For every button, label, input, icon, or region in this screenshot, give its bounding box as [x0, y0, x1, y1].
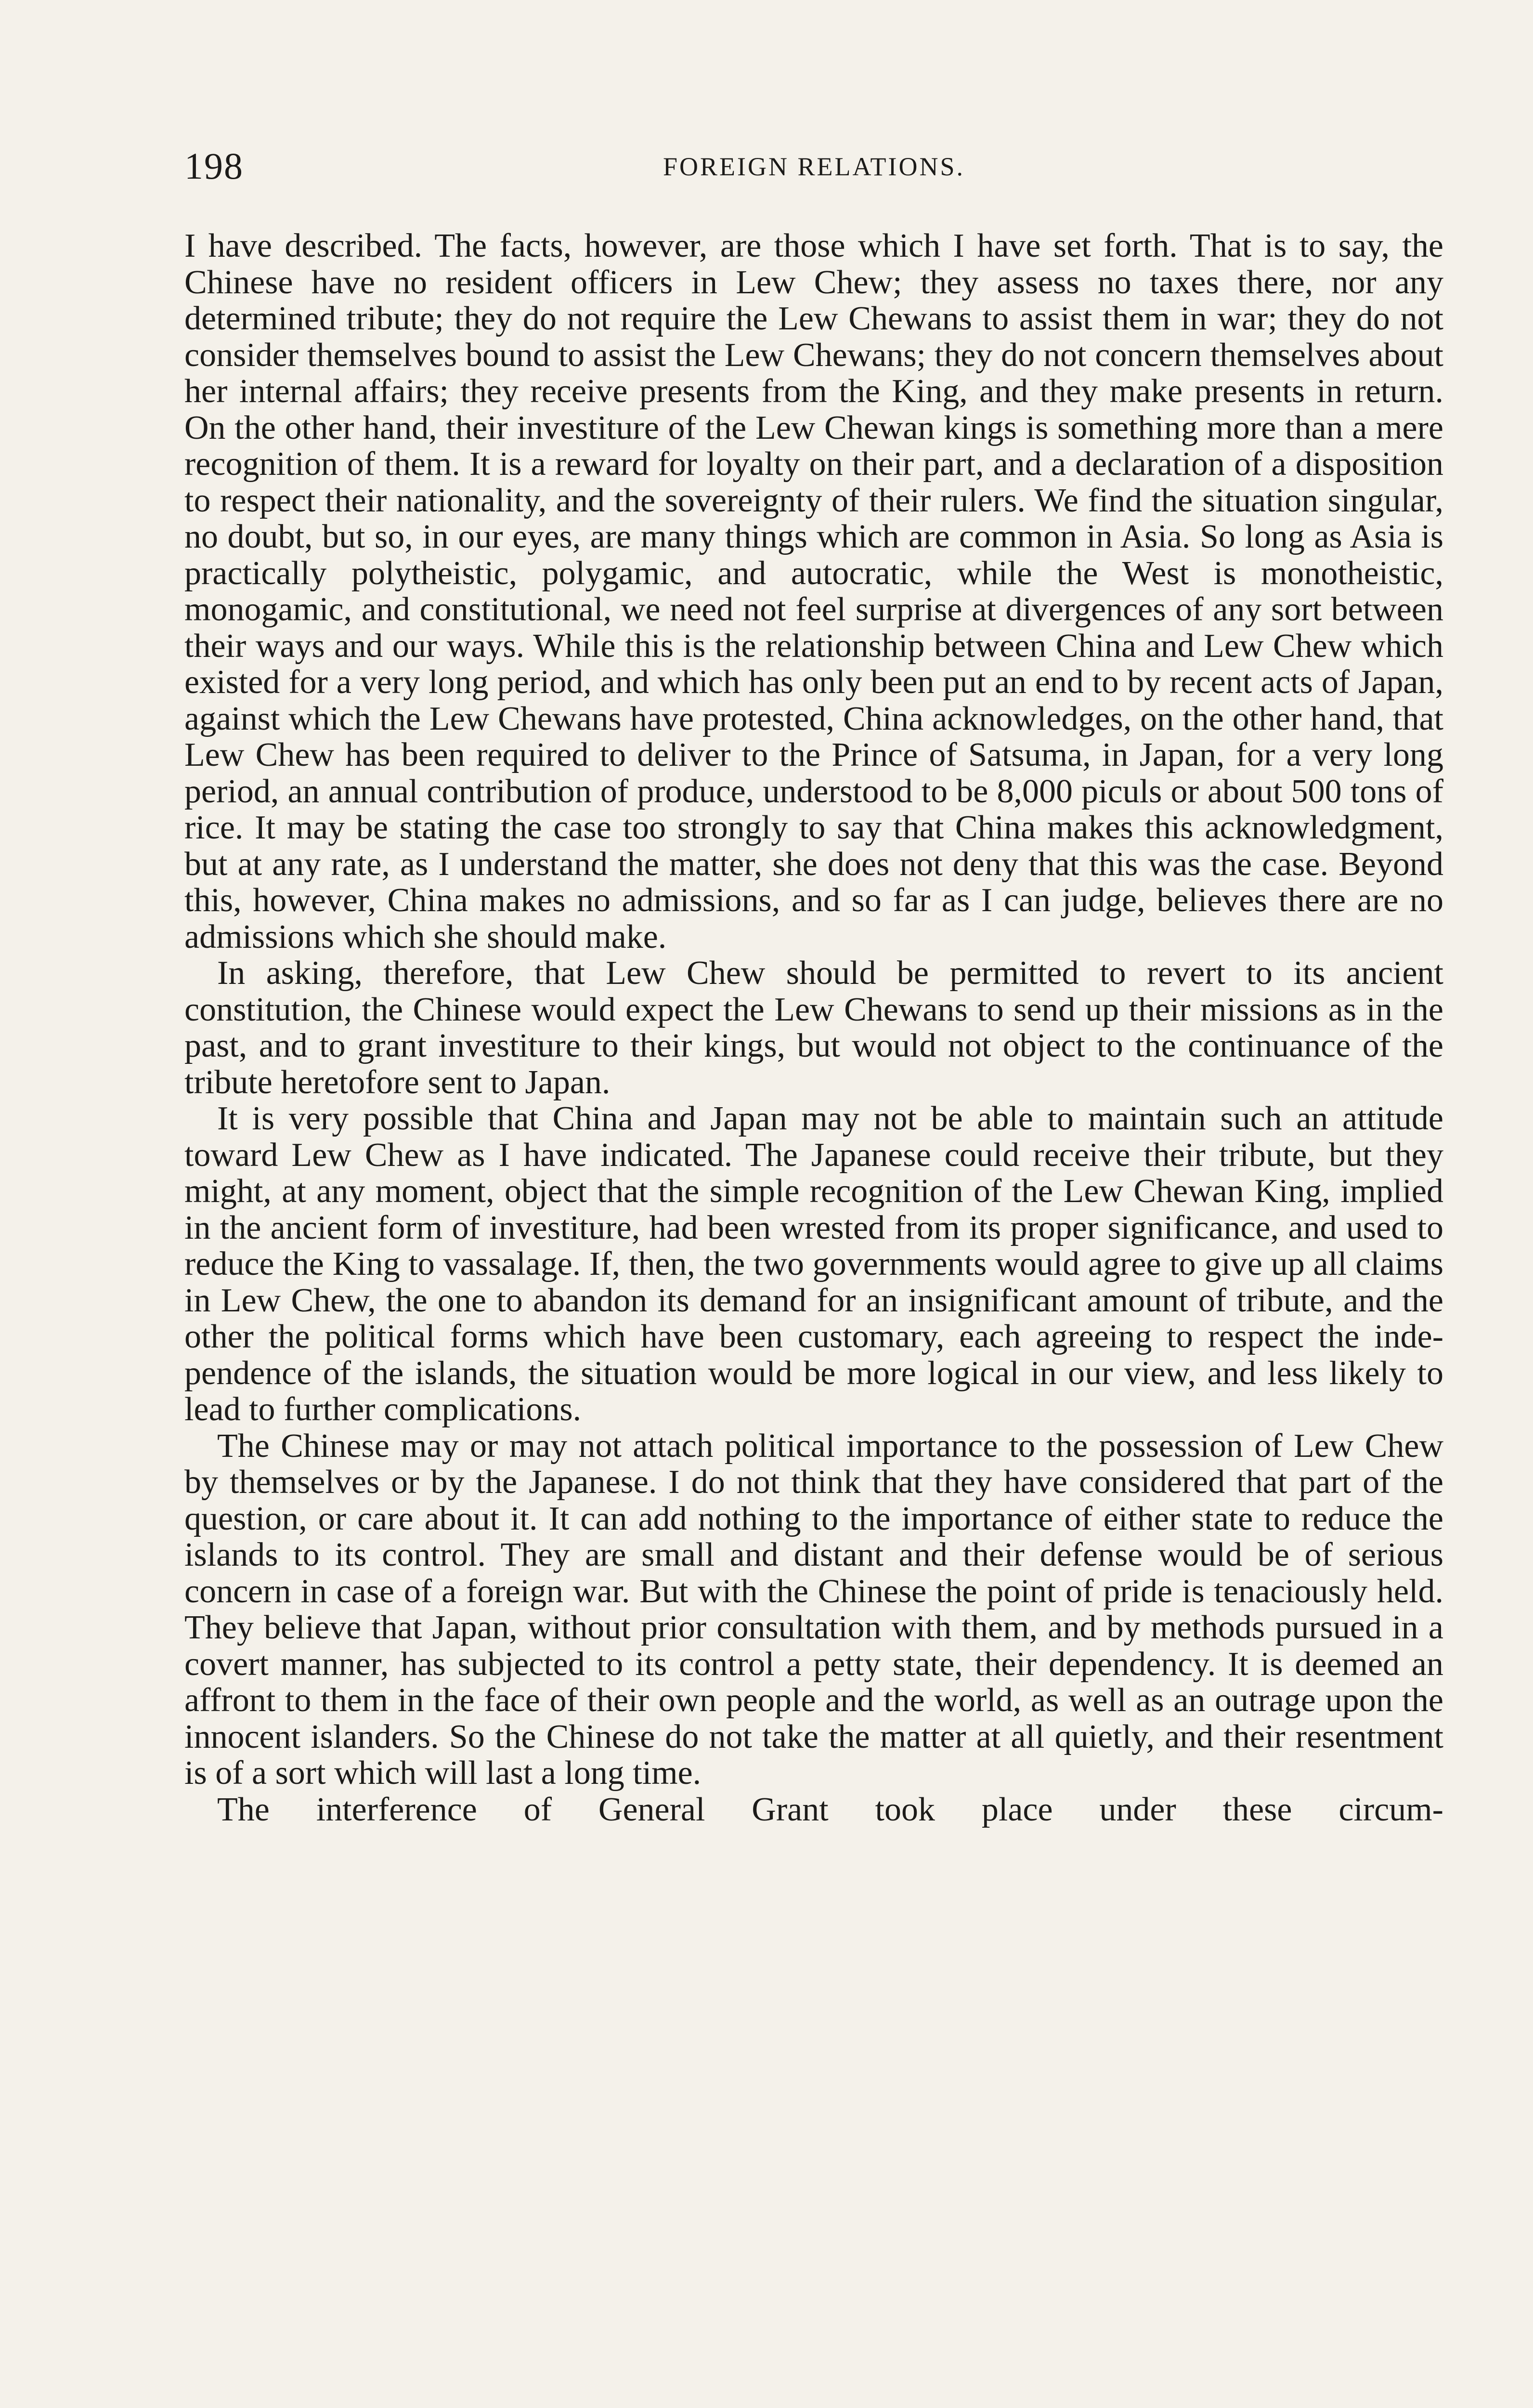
paragraph-continuation: I have described. The facts, however, are those which I have set forth. That is to say, the Chinese have no resident officers in Lew Chew; they assess no taxes there, nor any determined tribute; they do not require the Lew Chewans to assist them in war; they do not consider themselves bound to assist the Lew Chewans; they do not concern themselves about her internal affairs; they receive presents from the King, and they make presents in return. On the other hand, their investiture of the Lew Chewan kings is something more than a mere recognition of them. It is a reward for loyalty on their part, and a declaration of a disposition to respect their nationality, and the sovereignty of their rulers. We find the situation singular, no doubt, but so, in our eyes, are many things which are common in Asia. So long as Asia is practically polytheistic, polygamic, and autocratic, while the West is monotheistic, monogamic, and constitutional, we need not feel surprise at divergences of any sort between their ways and our ways. While this is the relationship between China and Lew Chew which existed for a very long period, and which has only been put an end to by recent acts of Japan, against which the Lew Chewans have protested, China acknowledges, on the other hand, that Lew Chew has been required to deliver to the Prince of Satsuma, in Japan, for a very long period, an annual contribution of produce, understood to be 8,000 piculs or about 500 tons of rice. It may be stating the case too strongly to say that China makes this acknowledgment, but at any rate, as I understand the matter, she does not deny that this was the case. Beyond this, however, China makes no admissions, and so far as I can judge, believes there are no admissions which she should make.: [184, 227, 1443, 955]
paragraph-political-importance: The Chinese may or may not attach political importance to the possession of Lew Chew by themselves or by the Japanese. I do not think that they have considered that part of the question, or care about it. It can add nothing to the importance of either state to reduce the islands to its control. They are small and distant and their defense would be of serious concern in case of a foreign war. But with the Chinese the point of pride is tenaciously held. They believe that Japan, without prior consultation with them, and by methods pursued in a covert manner, has subjected to its control a petty state, their dependency. It is deemed an affront to them in the face of their own people and the world, as well as an outrage upon the innocent islanders. So the Chinese do not take the matter at all quietly, and their resentment is of a sort which will last a long time.: [184, 1427, 1443, 1792]
page-number: 198: [184, 145, 244, 187]
paragraph-general-grant: The interference of General Grant took place under these circum-: [217, 1791, 1443, 1828]
paragraph-revert-constitution: In asking, therefore, that Lew Chew should be permitted to revert to its ancient constitution, the Chinese would expect the Lew Chewans to send up their missions as in the past, and to grant investiture to their kings, but would not object to the continuance of the tribute heretofore sent to Japan.: [184, 955, 1443, 1101]
running-head: [184, 144, 1443, 188]
paragraph-attitude-toward-lew-chew: It is very possible that China and Japan may not be able to maintain such an attitude toward Lew Chew as I have indicated. The Japanese could receive their tribute, but they might, at any moment, object that the simple recognition of the Lew Chewan King, implied in the ancient form of investiture, had been wrested from its proper significance, and used to reduce the King to vassalage. If, then, the two governments would agree to give up all claims in Lew Chew, the one to abandon its demand for an insignificant amount of tribute, and the other the political forms which have been customary, each agreeing to respect the independence of the islands, the situation would be more logical in our view, and less likely to lead to further complications.: [184, 1100, 1443, 1428]
body-text: [184, 228, 1443, 1828]
running-title: FOREIGN RELATIONS.: [663, 152, 965, 181]
